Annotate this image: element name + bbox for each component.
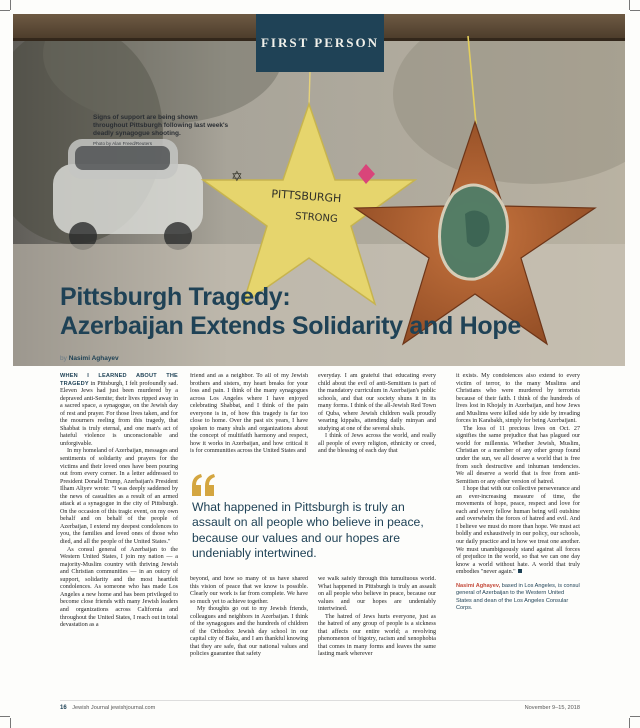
paragraph: beyond, and how so many of us have shared this vision of peace that we know is possible. Clearly our work is far from complete. We have so much yet to achieve together. (190, 576, 308, 605)
paragraph: friend and as a neighbor. To all of my Jewish brothers and sisters, my heart breaks for your loss and pain. I think of the many synagogues across Los Angeles where I have enjoyed celebrating Shabbat, and I think of the pain everyone is in, of how this tragedy is far too close to home. Over the past six years, I have spoken to many shuls and organizations about the concept of multifaith harmony and respect, how it works in Azerbaijan, and how critical it is for communities across the United States and (190, 373, 308, 455)
crop-mark (10, 0, 11, 10)
crop-mark (10, 718, 11, 728)
headline-line2: Azerbaijan Extends Solidarity and Hope (60, 312, 521, 340)
paragraph: In my homeland of Azerbaijan, messages and sentiments of solidarity and prayers for the victims and their loved ones have been pouring out from every corner. In a letter addressed to President Donald Trump, Azerbaijan's President Ilham Aliyev wrote: "I was deeply saddened by the news of casualties as a result of an armed attack at a synagogue in the city of Pittsburgh. On the occasion of this tragic event, on my own behalf and on behalf of the people of Azerbaijan, I extend my deepest condolences to you, the families and loved ones of those who died, and all the people of the United States." (60, 448, 178, 546)
headline-line1: Pittsburgh Tragedy: (60, 283, 291, 311)
crop-mark (630, 10, 640, 11)
publication-name: Jewish Journal (72, 704, 110, 711)
page-footer (60, 700, 580, 712)
paragraph: in Pittsburgh, I felt profoundly sad. Eleven Jews had just been murdered by a depraved anti-Semite; their lives ripped away in a sacred space, a synagogue, on the Jewish day of rest and prayer. For those lives taken, and for the mourners reeling from this tragedy, that Shabbat is truly eternal, and one man's act of hateful violence is unconscionable and unforgivable. (60, 380, 178, 447)
section-label: FIRST PERSON (260, 35, 380, 50)
crop-mark (630, 716, 640, 717)
quote-mark-icon (190, 474, 216, 496)
photo-credit: Photo by Alan Freed/Reuters (93, 140, 152, 146)
bio-text: based in Los Angeles, is consul general of Azerbaijan to the Western United States and dean of the Los Angeles Consular Corps. (456, 582, 580, 611)
bio-name: Nasimi Aghayev, (456, 582, 501, 589)
footer-left (60, 705, 155, 711)
photo-caption-text: Signs of support are being shown throughout Pittsburgh following last week's deadly synagogue shooting. (93, 114, 229, 138)
byline-prefix: by (60, 355, 67, 362)
photo-caption (93, 114, 233, 146)
page-number: 16 (60, 704, 67, 711)
lead-in: WHEN I LEARNED ABOUT THE TRAGEDY (60, 373, 178, 387)
paragraph: it exists. My condolences also extend to every victim of terror, to the many Muslims and Christians who were murdered by terrorists because of their faith. I think of the hundreds of lives lost in Khojaly in Azerbaijan, and how Jews and Muslims were killed side by side by invading forces in Karabakh, simply for being Azerbaijani. (456, 373, 580, 425)
crop-mark (0, 10, 10, 11)
author-bio (456, 583, 580, 613)
paragraph: The hatred of Jews hurts everyone, just as the hatred of any group of people is a sickness that affects our entire world; a revolving phenomenon of bigotry, racism and xenophobia that comes in many forms and leaves the same lasting mark wherever (318, 613, 436, 658)
crop-mark (0, 716, 10, 717)
article-column-2-top (190, 373, 308, 465)
star-text-line1: PITTSBURGH (270, 187, 342, 206)
paragraph: As consul general of Azerbaijan to the Western United States, I join my nation — a majority-Muslim country with thriving Jewish and Christian communities — in an outcry of support, solidarity and the most heartfelt condolences. As someone who has made Los Angeles a new home and has been privileged to become close friends with many Jewish leaders and organizations across California and throughout the United States, I reach out in total devastation as a (60, 546, 178, 629)
section-banner (256, 14, 384, 72)
paragraph: I think of Jews across the world, and really all people of every religion, ethnicity or creed, and the blessing of each day that (318, 433, 436, 455)
paragraph: everyday. I am grateful that educating every child about the evil of anti-Semitism is part of the mandatory curriculum in Azerbaijan's public schools, and that our society shuns it in its many forms. I think of the all-Jewish Red Town of Quba, where Jewish children walk proudly wearing kippahs, attending daily minyan and studying at one of the several shuls. (318, 373, 436, 432)
crop-mark (629, 718, 630, 728)
paragraph: My thoughts go out to my Jewish friends, colleagues and neighbors in Azerbaijan. I think of the synagogues and the hundreds of children of the Orthodox Jewish day school in our capital city of Baku, and I am thankful knowing that they are safe, that our national values and policies guarantee that safety (190, 606, 308, 658)
paragraph: The loss of 11 precious lives on Oct. 27 signifies the same prejudice that has plagued our world for millennia. Whether Jewish, Muslim, Christian or a member of any other group found under the sun, we all deserve a world that is free from such destructive and inhuman tendencies. We all deserve a world that is free from anti-Semitism or any other version of hatred. (456, 425, 580, 485)
headline (60, 283, 560, 341)
byline (60, 355, 119, 362)
end-mark-icon (518, 569, 522, 573)
svg-text:✡: ✡ (231, 168, 243, 184)
crop-mark (629, 0, 630, 10)
article-column-3-top (318, 373, 436, 465)
article-column-2-bottom (190, 576, 308, 694)
pull-quote: What happened in Pittsburgh is truly an assault on all people who believe in peace, because our values and our hopes are undeniably intertwined. (192, 500, 424, 561)
publication-website: jewishjournal.com (110, 704, 156, 711)
article-column-1 (60, 373, 178, 693)
paragraph: we walk safely through this tumultuous world. What happened in Pittsburgh is truly an assault on all people who believe in peace, because our values and our hopes are undeniably intertwined. (318, 576, 436, 613)
article-column-3-bottom (318, 576, 436, 694)
star-text-line2: STRONG (294, 211, 339, 225)
issue-date: November 9–15, 2018 (524, 704, 580, 711)
paragraph: I hope that with our collective perseverance and an ever-increasing measure of time, the movements of hope, peace, respect and love for each and every fellow human being will outshine and overwhelm the forces of hatred and evil. And I believe we must do more than hope. We must act boldly and exhaustively in our policy, our schools, our daily practice and in how we treat one another. We must unambiguously stand against all forces of prejudice in the world, so that we can one day know a world without hate. A world that truly embodies "never again." (456, 486, 580, 576)
article-column-4 (456, 373, 580, 695)
author-name: Nasimi Aghayev (68, 355, 119, 362)
